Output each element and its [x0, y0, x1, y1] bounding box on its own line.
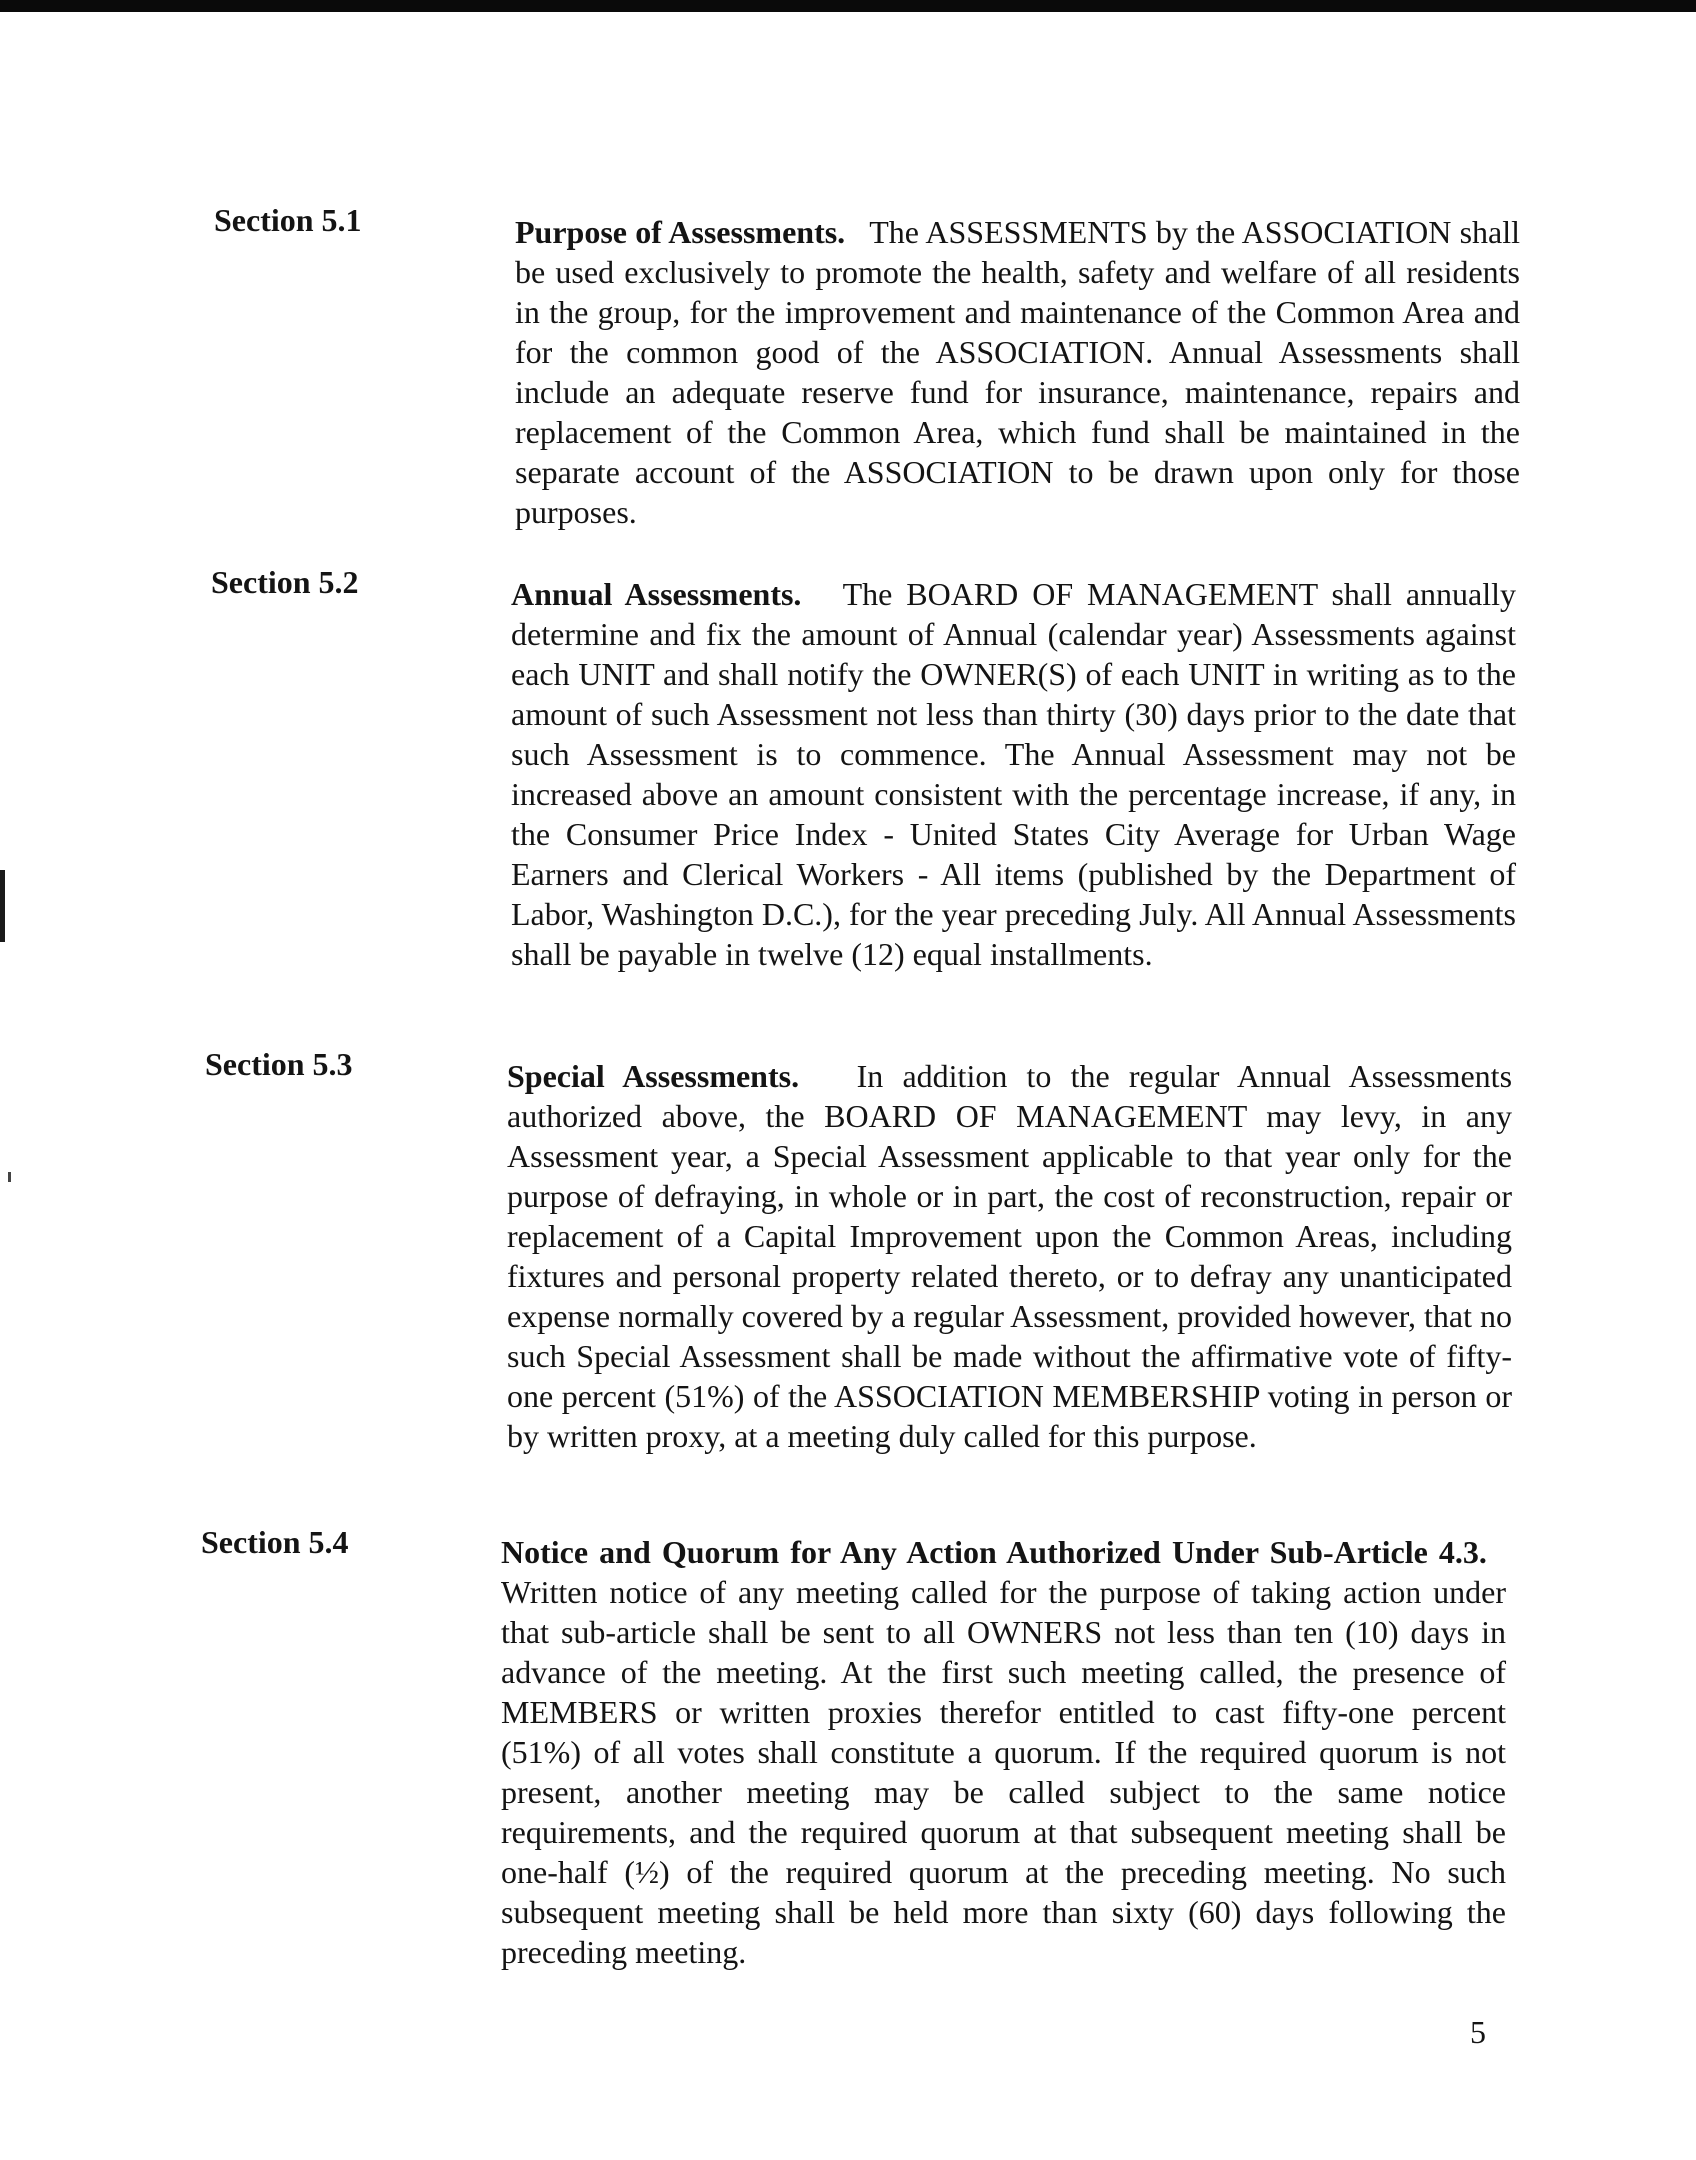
section-text: The ASSESSMENTS by the ASSOCIATION shall be used exclusively to promote the health, safety and welfare of all residents in the group, for the improvement and maintenance of the Common Area and for the common good of the ASSOCIATION. Annual Assessments shall include an adequate reserve fund for insurance, maintenance, repairs and replacement of the Common Area, which fund shall be maintained in the separate account of the ASSOCIATION to be drawn upon only for those purposes. — [515, 214, 1521, 530]
section-label: Section 5.3 — [205, 1046, 353, 1082]
section-text: Written notice of any meeting called for the purpose of taking action under that sub-article shall be sent to all OWNERS not less than ten (10) days in advance of the meeting. At the first such meeting called, the presence of MEMBERS or written proxies therefor entitled to cast fifty-one percent (51%) of all votes shall constitute a quorum. If the required quorum is not present, another meeting may be called subject to the same notice requirements, and the required quorum at that subsequent meeting shall be one-half (½) of the required quorum at the preceding meeting. No such subsequent meeting shall be held more than sixty (60) days following the preceding meeting. — [501, 1574, 1506, 1970]
section-text: In addition to the regular Annual Assessments authorized above, the BOARD OF MANAGEMENT may levy, in any Assessment year, a Special Assessment applicable to that year only for the purpose of defraying, in whole or in part, the cost of reconstruction, repair or replacement of a Capital Improvement upon the Common Areas, including fixtures and personal property related thereto, or to defray any unanticipated expense normally covered by a regular Assessment, provided however, that no such Special Assessment shall be made without the affirmative vote of fifty-one percent (51%) of the ASSOCIATION MEMBERSHIP voting in person or by written proxy, at a meeting duly called for this purpose. — [507, 1058, 1513, 1454]
scan-top-border — [0, 0, 1696, 12]
page-number: 5 — [1470, 2014, 1486, 2050]
scan-speck — [8, 1172, 11, 1182]
section-label: Section 5.1 — [214, 202, 362, 238]
section-title: Special Assessments. — [507, 1058, 838, 1094]
section-label: Section 5.2 — [211, 564, 359, 600]
section-title: Notice and Quorum for Any Action Authorized Under Sub-Article 4.3. — [501, 1534, 1506, 1570]
section-body — [501, 1532, 1506, 1972]
section-text: The BOARD OF MANAGEMENT shall annually determine and fix the amount of Annual (calendar year) Assessments against each UNIT and shall notify the OWNER(S) of each UNIT in writing as to the amount of such Assessment not less than thirty (30) days prior to the date that such Assessment is to commence. The Annual Assessment may not be increased above an amount consistent with the percentage increase, if any, in the Consumer Price Index - United States City Average for Urban Wage Earners and Clerical Workers - All items (published by the Department of Labor, Washington D.C.), for the year preceding July. All Annual Assessments shall be payable in twelve (12) equal installments. — [511, 576, 1517, 972]
section-body — [515, 212, 1520, 532]
section-title: Purpose of Assessments. — [515, 214, 862, 250]
section-label: Section 5.4 — [201, 1524, 349, 1560]
section-title: Annual Assessments. — [511, 576, 830, 612]
section-body — [507, 1056, 1512, 1456]
scan-margin-mark — [0, 870, 5, 942]
section-body — [511, 574, 1516, 974]
